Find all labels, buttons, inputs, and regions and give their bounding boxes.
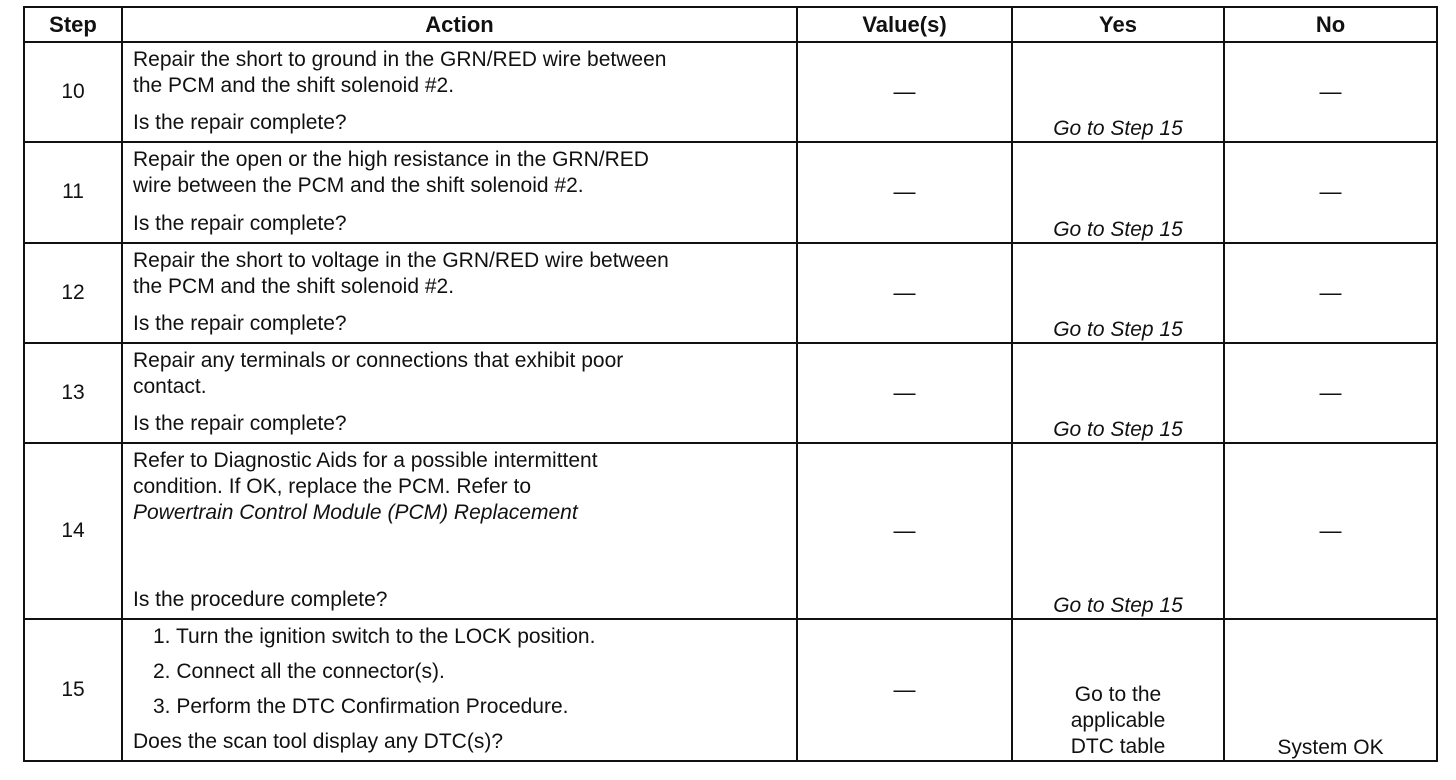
header-action: Action (122, 7, 797, 42)
table-row (24, 343, 1437, 443)
header-no: No (1224, 7, 1437, 42)
action-line: wire between the PCM and the shift solenoid #2. (133, 174, 584, 198)
no-cell: — (1224, 243, 1437, 343)
no-cell: — (1224, 42, 1437, 142)
action-line: contact. (133, 374, 207, 398)
action-cell (122, 619, 797, 761)
no-cell: System OK (1224, 619, 1437, 761)
action-cell (122, 142, 797, 242)
action-question: Is the repair complete? (133, 111, 347, 135)
header-step: Step (24, 7, 122, 42)
action-cell (122, 443, 797, 618)
yes-line: applicable (1070, 709, 1166, 732)
yes-cell: Go to Step 15 (1012, 142, 1224, 242)
list-item: 3. Perform the DTC Confirmation Procedure. (153, 694, 569, 718)
yes-cell: Go to Step 15 (1012, 343, 1224, 443)
step-number: 12 (24, 243, 122, 343)
action-question: Is the procedure complete? (133, 587, 388, 611)
action-text (133, 147, 786, 199)
header-row (24, 7, 1437, 42)
action-text (133, 47, 786, 99)
table-row (24, 243, 1437, 343)
value-cell: — (797, 142, 1012, 242)
no-cell: — (1224, 142, 1437, 242)
step-number: 13 (24, 343, 122, 443)
step-number: 10 (24, 42, 122, 142)
action-question: Is the repair complete? (133, 311, 347, 335)
action-text (133, 248, 786, 300)
list-item: 2. Connect all the connector(s). (153, 659, 445, 683)
value-cell: — (797, 443, 1012, 618)
value-cell: — (797, 343, 1012, 443)
yes-line: Go to the (1074, 683, 1162, 706)
value-cell: — (797, 243, 1012, 343)
yes-cell: Go to Step 15 (1012, 42, 1224, 142)
yes-cell: Go to Step 15 (1012, 443, 1224, 618)
step-number: 15 (24, 619, 122, 761)
procedure-reference: Powertrain Control Module (PCM) Replacement (133, 501, 578, 525)
action-cell (122, 243, 797, 343)
action-question: Is the repair complete? (133, 211, 347, 235)
action-text (133, 448, 786, 526)
diagnostic-table (23, 6, 1438, 762)
table-row (24, 142, 1437, 242)
table-row (24, 42, 1437, 142)
yes-cell: Go to Step 15 (1012, 243, 1224, 343)
action-line: Repair any terminals or connections that exhibit poor (133, 348, 624, 372)
action-line: Repair the short to voltage in the GRN/RED wire between (133, 248, 669, 272)
action-cell (122, 343, 797, 443)
header-values: Value(s) (797, 7, 1012, 42)
table-row (24, 443, 1437, 618)
table-row (24, 619, 1437, 761)
no-cell: — (1224, 343, 1437, 443)
yes-line: DTC table (1070, 735, 1166, 758)
action-question: Does the scan tool display any DTC(s)? (133, 730, 503, 753)
no-cell: — (1224, 443, 1437, 618)
action-text (133, 348, 786, 400)
value-cell: — (797, 619, 1012, 761)
action-question: Is the repair complete? (133, 412, 347, 436)
action-line: Refer to Diagnostic Aids for a possible intermittent (133, 449, 598, 473)
action-cell (122, 42, 797, 142)
action-line: Repair the open or the high resistance in the GRN/RED (133, 148, 649, 172)
list-item: 1. Turn the ignition switch to the LOCK position. (153, 624, 596, 648)
action-line: the PCM and the shift solenoid #2. (133, 274, 455, 298)
step-number: 14 (24, 443, 122, 618)
action-line: Repair the short to ground in the GRN/RED wire between (133, 48, 667, 71)
action-line: the PCM and the shift solenoid #2. (133, 74, 455, 97)
value-cell: — (797, 42, 1012, 142)
header-yes: Yes (1012, 7, 1224, 42)
yes-cell (1012, 619, 1224, 761)
procedure-steps-list (133, 624, 786, 729)
action-line: condition. If OK, replace the PCM. Refer to (133, 475, 532, 499)
step-number: 11 (24, 142, 122, 242)
